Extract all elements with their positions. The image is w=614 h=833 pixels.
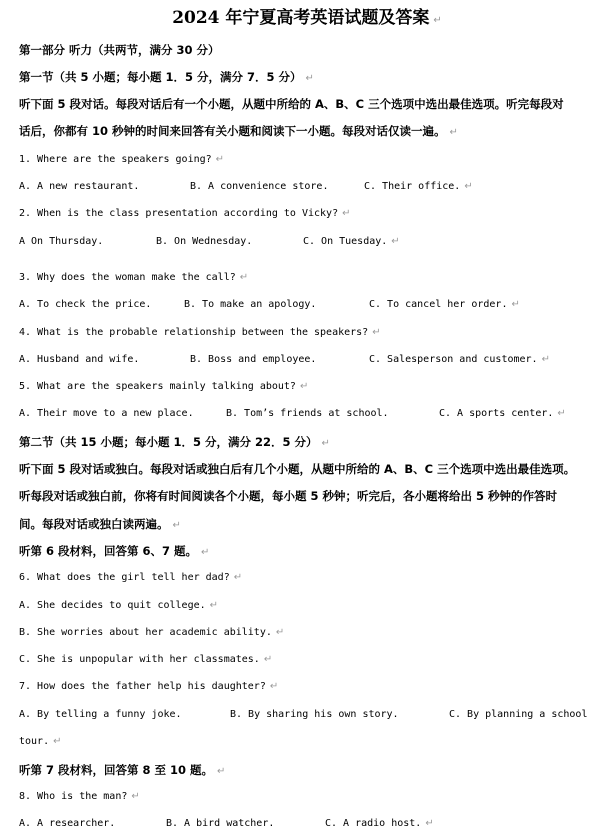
option-a: A. To check the price. bbox=[19, 299, 152, 310]
paragraph-mark-icon: ↵ bbox=[263, 654, 273, 665]
paragraph-mark-icon: ↵ bbox=[209, 600, 219, 611]
option-c: C. Salesperson and customer. bbox=[369, 354, 538, 365]
document-title: 2024 年宁夏高考英语试题及答案 ↵ bbox=[172, 8, 442, 28]
paragraph-mark-icon: ↵ bbox=[342, 208, 351, 219]
paragraph-mark-icon: ↵ bbox=[425, 818, 434, 829]
question-1-options bbox=[19, 180, 473, 194]
part-heading: 第一部分 听力（共两节，满分 30 分） bbox=[19, 43, 220, 57]
instruction-line: 话后，你都有 10 秒钟的时间来回答有关小题和阅读下一小题。每段对话仅读一遍。 ↵ bbox=[19, 124, 458, 138]
question-3-options bbox=[19, 298, 520, 312]
paragraph-mark-icon: ↵ bbox=[275, 627, 285, 638]
instruction-line: 听每段对话或独白前，你将有时间阅读各个小题，每小题 5 秒钟；听完后，各小题将给出 5 秒钟的作答时 bbox=[19, 489, 558, 503]
option-c: C. A radio host. bbox=[325, 818, 422, 829]
option-b: B. Boss and employee. bbox=[190, 354, 317, 365]
option-c: C. To cancel her order. bbox=[369, 299, 508, 310]
paragraph-mark-icon: ↵ bbox=[215, 154, 225, 165]
option-b: B. On Wednesday. bbox=[156, 236, 253, 247]
paragraph-mark-icon: ↵ bbox=[449, 127, 458, 138]
question-8-stem: 8. Who is the man? ↵ bbox=[19, 791, 140, 802]
paragraph-mark-icon: ↵ bbox=[217, 766, 226, 777]
question-6-option-b: B. She worries about her academic ability. ↵ bbox=[19, 627, 285, 638]
paragraph-mark-icon: ↵ bbox=[233, 572, 243, 583]
question-4-options bbox=[19, 353, 550, 367]
question-8-options bbox=[19, 817, 434, 831]
instruction-line: 听下面 5 段对话或独白。每段对话或独白后有几个小题，从题中所给的 A、B、C 三个选项中选出最佳选项。 bbox=[19, 462, 576, 476]
material-heading-7: 听第 7 段材料，回答第 8 至 10 题。 ↵ bbox=[19, 763, 226, 777]
paragraph-mark-icon: ↵ bbox=[305, 73, 314, 84]
instruction-line: 听下面 5 段对话。每段对话后有一个小题，从题中所给的 A、B、C 三个选项中选出最佳选项。听完每段对 bbox=[19, 97, 564, 111]
question-7-options bbox=[19, 708, 587, 722]
question-3-stem: 3. Why does the woman make the call? ↵ bbox=[19, 272, 249, 283]
question-4-stem: 4. What is the probable relationship between the speakers? ↵ bbox=[19, 327, 381, 338]
material-heading-6: 听第 6 段材料，回答第 6、7 题。 ↵ bbox=[19, 544, 210, 558]
paragraph-mark-icon: ↵ bbox=[201, 547, 210, 558]
paragraph-mark-icon: ↵ bbox=[372, 327, 381, 338]
paragraph-mark-icon: ↵ bbox=[464, 181, 473, 192]
option-c: C. Their office. bbox=[364, 181, 461, 192]
option-c: C. On Tuesday. bbox=[303, 236, 388, 247]
option-a: A. Their move to a new place. bbox=[19, 408, 194, 419]
section-heading-1: 第一节（共 5 小题；每小题 1．5 分，满分 7．5 分） ↵ bbox=[19, 70, 314, 84]
paragraph-mark-icon: ↵ bbox=[391, 236, 400, 247]
question-6-option-c: C. She is unpopular with her classmates. ↵ bbox=[19, 654, 273, 665]
question-7-option-c-continued: tour. ↵ bbox=[19, 736, 62, 747]
question-2-stem: 2. When is the class presentation according to Vicky? ↵ bbox=[19, 208, 351, 219]
question-6-stem: 6. What does the girl tell her dad? ↵ bbox=[19, 572, 243, 583]
option-b: B. Tom’s friends at school. bbox=[226, 408, 389, 419]
question-1-stem: 1. Where are the speakers going? ↵ bbox=[19, 154, 225, 165]
instruction-line: 间。每段对话或独白读两遍。 ↵ bbox=[19, 517, 181, 531]
paragraph-mark-icon: ↵ bbox=[299, 381, 309, 392]
question-5-options bbox=[19, 407, 566, 421]
option-a: A. By telling a funny joke. bbox=[19, 709, 182, 720]
option-c: C. By planning a school bbox=[449, 709, 588, 720]
paragraph-mark-icon: ↵ bbox=[321, 438, 330, 449]
option-a: A. A researcher. bbox=[19, 818, 116, 829]
option-b: B. A convenience store. bbox=[190, 181, 329, 192]
section-heading-2: 第二节（共 15 小题；每小题 1．5 分，满分 22．5 分） ↵ bbox=[19, 435, 330, 449]
option-c: C. A sports center. bbox=[439, 408, 554, 419]
paragraph-mark-icon: ↵ bbox=[53, 736, 62, 747]
paragraph-mark-icon: ↵ bbox=[269, 681, 279, 692]
paragraph-mark-icon: ↵ bbox=[239, 272, 249, 283]
question-6-option-a: A. She decides to quit college. ↵ bbox=[19, 600, 219, 611]
question-5-stem: 5. What are the speakers mainly talking about? ↵ bbox=[19, 381, 309, 392]
option-b: B. A bird watcher. bbox=[166, 818, 275, 829]
option-a: A. Husband and wife. bbox=[19, 354, 140, 365]
paragraph-mark-icon: ↵ bbox=[433, 15, 442, 26]
paragraph-mark-icon: ↵ bbox=[131, 791, 140, 802]
paragraph-mark-icon: ↵ bbox=[511, 299, 520, 310]
option-b: B. To make an apology. bbox=[184, 299, 317, 310]
paragraph-mark-icon: ↵ bbox=[541, 354, 550, 365]
option-b: B. By sharing his own story. bbox=[230, 709, 399, 720]
paragraph-mark-icon: ↵ bbox=[172, 520, 181, 531]
paragraph-mark-icon: ↵ bbox=[557, 408, 566, 419]
question-7-stem: 7. How does the father help his daughter? ↵ bbox=[19, 681, 279, 692]
option-a: A On Thursday. bbox=[19, 236, 104, 247]
question-2-options bbox=[19, 235, 400, 249]
option-a: A. A new restaurant. bbox=[19, 181, 140, 192]
